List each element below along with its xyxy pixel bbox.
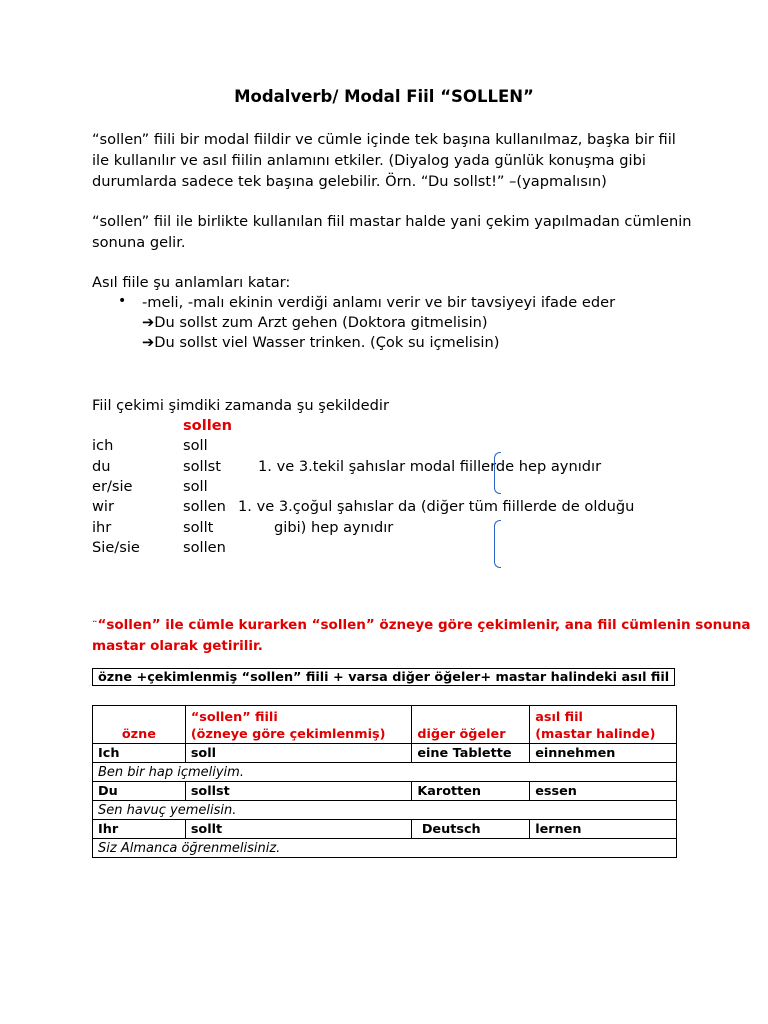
intro-line-1: “sollen” fiili bir modal fiildir ve cümle içinde tek başına kullanılmaz, başka bir fiil — [92, 131, 676, 148]
header-main — [530, 706, 677, 744]
cell-subject: Du — [93, 782, 186, 801]
table-row-translation — [93, 801, 677, 820]
rule-line-2: mastar olarak getirilir. — [92, 638, 263, 654]
intro-line-2: ile kullanılır ve asıl fiilin anlamını etkiler. (Diyalog yada günlük konuşma gibi — [92, 152, 646, 169]
pronoun: Sie/sie — [92, 539, 140, 556]
rule-mark: ¨ — [92, 619, 98, 632]
cell-verb: sollt — [185, 820, 412, 839]
verb-form: sollst — [183, 458, 221, 475]
table-header-row — [93, 706, 677, 744]
verb-form: soll — [183, 437, 208, 454]
table-row-translation — [93, 839, 677, 858]
cell-verb: sollst — [185, 782, 412, 801]
bracket-singular — [494, 452, 501, 494]
example-2: ➔Du sollst viel Wasser trinken. (Çok su içmelisin) — [142, 334, 500, 351]
pronoun: ihr — [92, 519, 112, 536]
cell-main: einnehmen — [530, 744, 677, 763]
pronoun: wir — [92, 498, 114, 515]
bracket-plural — [494, 520, 501, 568]
header-main-line-1: asıl fiil — [535, 710, 583, 725]
header-subject: özne — [93, 706, 186, 744]
formula-box: özne +çekimlenmiş “sollen” fiili + varsa diğer öğeler+ mastar halindeki asıl fiil — [92, 668, 675, 686]
header-sollen — [185, 706, 412, 744]
note-plural-2: gibi) hep aynıdır — [274, 519, 394, 536]
cell-other: Deutsch — [412, 820, 530, 839]
header-sollen-line-1: “sollen” fiili — [190, 710, 278, 725]
cell-main: essen — [530, 782, 677, 801]
para2-line-1: “sollen” fiil ile birlikte kullanılan fiil mastar halde yani çekim yapılmadan cümlenin — [92, 213, 692, 230]
header-sollen-line-2: (özneye göre çekimlenmiş) — [190, 727, 386, 742]
rule-line-1 — [92, 615, 751, 636]
bullet-icon: • — [118, 293, 127, 309]
verb-form: sollen — [183, 498, 226, 515]
header-main-line-2: (mastar halinde) — [535, 727, 656, 742]
header-other: diğer öğeler — [412, 706, 530, 744]
cell-main: lernen — [530, 820, 677, 839]
page-title: Modalverb/ Modal Fiil “SOLLEN” — [234, 87, 534, 106]
conjugation-verb: sollen — [183, 417, 233, 434]
verb-form: sollen — [183, 539, 226, 556]
table-row — [93, 744, 677, 763]
cell-translation: Siz Almanca öğrenmelisiniz. — [93, 839, 677, 858]
table-row — [93, 820, 677, 839]
para2-line-2: sonuna gelir. — [92, 234, 186, 251]
verb-form: sollt — [183, 519, 214, 536]
cell-verb: soll — [185, 744, 412, 763]
table-row — [93, 782, 677, 801]
rule-line-1-text: “sollen” ile cümle kurarken “sollen” özneye göre çekimlenir, ana fiil cümlenin sonuna — [97, 617, 751, 633]
table-row-translation — [93, 763, 677, 782]
cell-subject: Ich — [93, 744, 186, 763]
example-1: ➔Du sollst zum Arzt gehen (Doktora gitmelisin) — [142, 314, 488, 331]
cell-translation: Ben bir hap içmeliyim. — [93, 763, 677, 782]
conjugation-heading: Fiil çekimi şimdiki zamanda şu şekildedir — [92, 397, 389, 414]
cell-subject: Ihr — [93, 820, 186, 839]
cell-other: Karotten — [412, 782, 530, 801]
meanings-heading: Asıl fiile şu anlamları katar: — [92, 274, 291, 291]
example-table — [92, 705, 677, 858]
verb-form: soll — [183, 478, 208, 495]
meaning-bullet-text: -meli, -malı ekinin verdiği anlamı verir ve bir tavsiyeyi ifade eder — [142, 294, 616, 311]
intro-line-3: durumlarda sadece tek başına gelebilir. Örn. “Du sollst!” –(yapmalısın) — [92, 173, 607, 190]
pronoun: du — [92, 458, 111, 475]
cell-other: eine Tablette — [412, 744, 530, 763]
note-plural-1: 1. ve 3.çoğul şahıslar da (diğer tüm fiillerde de olduğu — [238, 498, 635, 515]
note-singular: 1. ve 3.tekil şahıslar modal fiillerde hep aynıdır — [258, 458, 602, 475]
pronoun: er/sie — [92, 478, 133, 495]
pronoun: ich — [92, 437, 114, 454]
cell-translation: Sen havuç yemelisin. — [93, 801, 677, 820]
